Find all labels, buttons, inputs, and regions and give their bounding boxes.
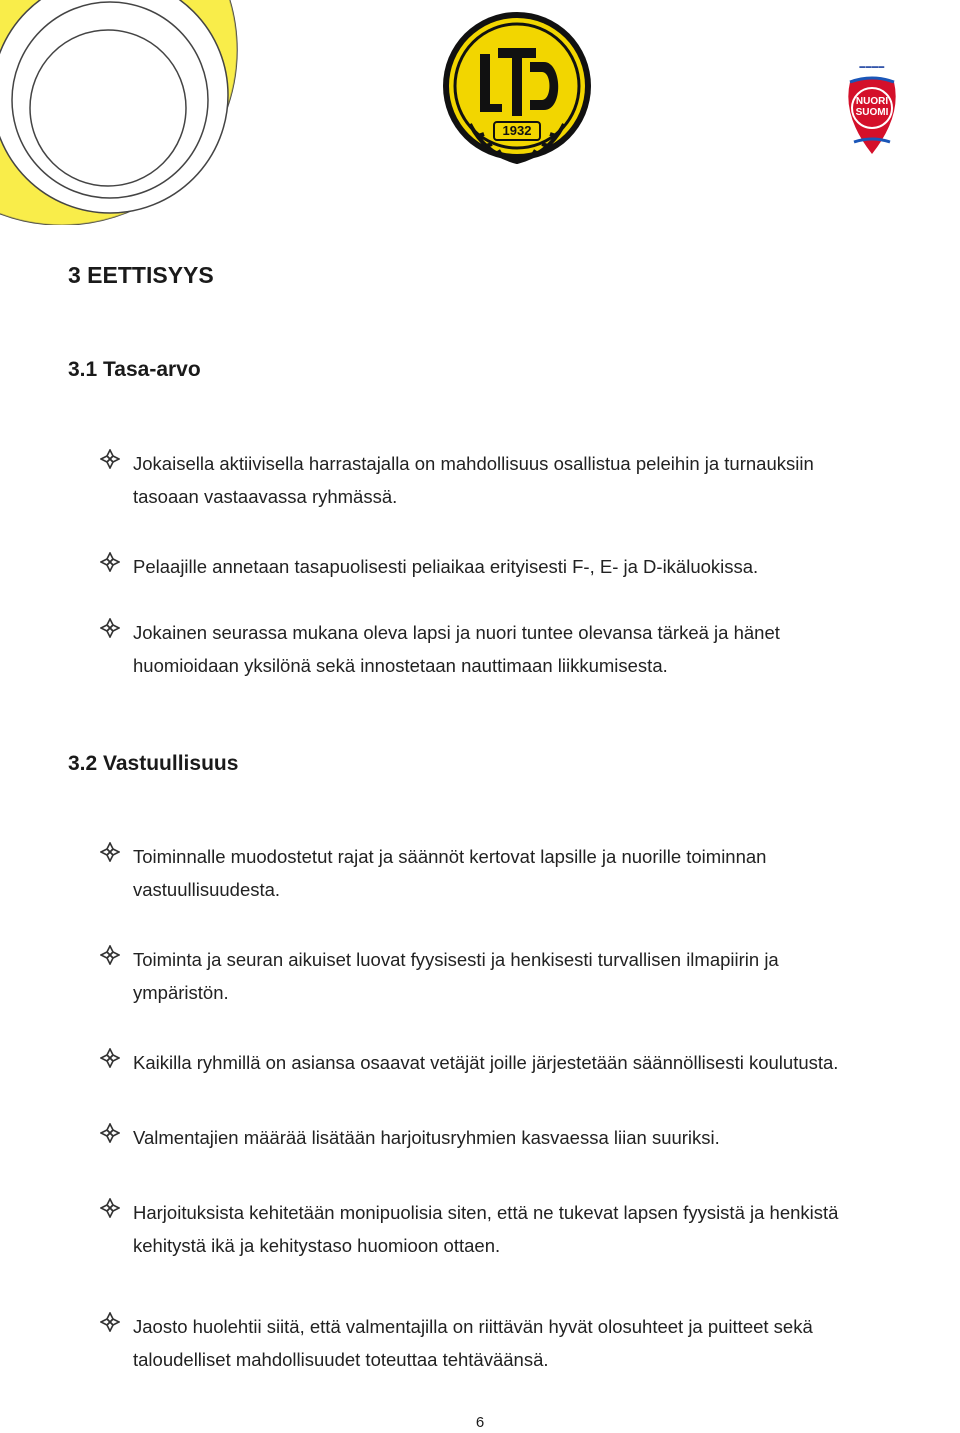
list-item xyxy=(100,1121,960,1154)
list-item xyxy=(100,840,960,906)
list-item xyxy=(100,1196,960,1262)
list-item xyxy=(100,550,960,583)
list-item xyxy=(100,1046,960,1079)
section-title-tasa-arvo: 3.1 Tasa-arvo xyxy=(68,358,201,381)
main-heading: 3 EETTISYYS xyxy=(68,262,214,288)
diamond-bullet-icon xyxy=(100,842,120,862)
list-item xyxy=(100,447,960,513)
list-item-line: Toiminta ja seuran aikuiset luovat fyysisesti ja henkisesti turvallisen ilmapiirin ja xyxy=(133,949,779,970)
diamond-bullet-icon xyxy=(100,1198,120,1218)
club-crest-logo xyxy=(440,4,594,174)
diamond-bullet-icon xyxy=(100,1312,120,1332)
page-number: 6 xyxy=(475,1414,485,1431)
list-item-line: ympäristön. xyxy=(133,982,229,1003)
diamond-bullet-icon xyxy=(100,449,120,469)
concentric-circles-icon xyxy=(0,0,300,225)
list-item xyxy=(100,1310,960,1376)
list-item-line: tasoaan vastaavassa ryhmässä. xyxy=(133,486,398,507)
list-item-line: kehitystä ikä ja kehitystaso huomioon ottaen. xyxy=(133,1235,501,1256)
diamond-bullet-icon xyxy=(100,552,120,572)
list-item-line: Valmentajien määrää lisätään harjoitusryhmien kasvaessa liian suuriksi. xyxy=(133,1127,720,1148)
nuori-suomi-logo xyxy=(832,64,912,164)
list-item-line: Jokaisella aktiivisella harrastajalla on mahdollisuus osallistua peleihin ja turnauksiin xyxy=(133,453,814,474)
list-item-line: Pelaajille annetaan tasapuolisesti peliaikaa erityisesti F-, E- ja D-ikäluokissa. xyxy=(133,556,759,577)
diamond-bullet-icon xyxy=(100,945,120,965)
diamond-bullet-icon xyxy=(100,1048,120,1068)
list-item-line: Toiminnalle muodostetut rajat ja säännöt kertovat lapsille ja nuorille toiminnan xyxy=(133,846,767,867)
list-item-line: taloudelliset mahdollisuudet toteuttaa tehtäväänsä. xyxy=(133,1349,549,1370)
list-item-line: Jaosto huolehtii siitä, että valmentajilla on riittävän hyvät olosuhteet ja puitteet sekä xyxy=(133,1316,813,1337)
list-item-line: vastuullisuudesta. xyxy=(133,879,281,900)
sponsor-strip: ▬▬▬▬ xyxy=(859,64,885,70)
section-title-vastuullisuus: 3.2 Vastuullisuus xyxy=(68,752,239,775)
club-founding-year: 1932 xyxy=(502,123,532,138)
list-item-line: Harjoituksista kehitetään monipuolisia siten, että ne tukevat lapsen fyysistä ja henkistä xyxy=(133,1202,839,1223)
club-crest-icon xyxy=(440,4,594,174)
diamond-bullet-icon xyxy=(100,1123,120,1143)
list-item-line: Jokainen seurassa mukana oleva lapsi ja nuori tuntee olevansa tärkeä ja hänet xyxy=(133,622,780,643)
diamond-bullet-icon xyxy=(100,618,120,638)
partner-logo-line-2: SUOMI xyxy=(855,107,889,118)
list-item xyxy=(100,616,960,682)
list-item-line: huomioidaan yksilönä sekä innostetaan nauttimaan liikkumisesta. xyxy=(133,655,668,676)
list-item-line: Kaikilla ryhmillä on asiansa osaavat vetäjät joille järjestetään säännöllisesti koulutusta. xyxy=(133,1052,839,1073)
partner-logo-line-1: NUORI xyxy=(855,96,889,107)
list-item xyxy=(100,943,960,1009)
